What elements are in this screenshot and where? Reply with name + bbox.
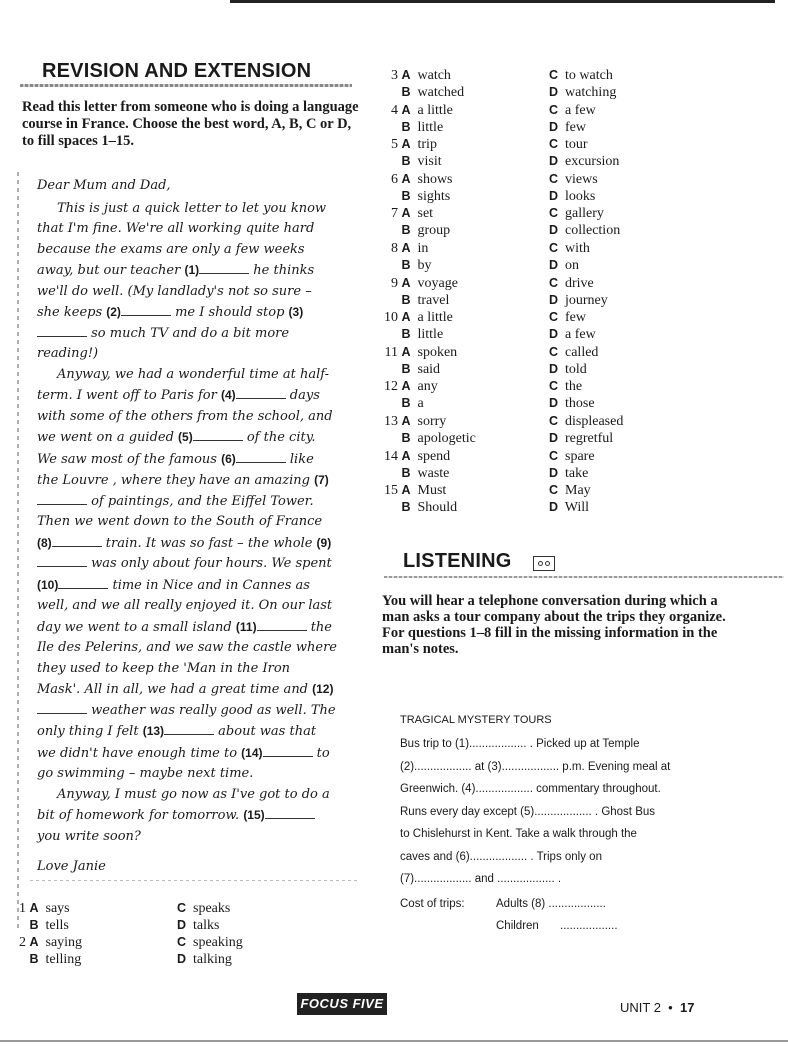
listening-title: LISTENING	[403, 550, 512, 572]
revision-intro: Read this letter from someone who is doing a language course in France. Choose the best word, A, B, C or D, to fill spaces 1–15.	[22, 99, 359, 149]
focus-five-logo: FOCUS FIVE	[297, 993, 387, 1015]
notes-title: TRAGICAL MYSTERY TOURS	[400, 714, 552, 726]
cost-label: Cost of trips:	[400, 898, 465, 910]
option-row: 8 A in C with B by D on	[391, 241, 590, 273]
notes-line: Bus trip to (1).................. . Picked up at Temple	[400, 738, 640, 750]
option-row: 10 A a little C few B little D a few	[384, 310, 596, 343]
notes-line: Greenwich. (4).................. commentary throughout.	[400, 783, 661, 795]
option-row: 13 A sorry C displeased B apologetic D regretful	[384, 414, 624, 446]
children-blank: ..................	[560, 920, 618, 932]
option-row: 2 A saying C speaking B telling D talking	[19, 935, 243, 967]
letter-signoff: Love Janie	[37, 859, 106, 874]
revision-title: REVISION AND EXTENSION	[42, 60, 312, 82]
option-row: 14 A spend C spare B waste D take	[384, 448, 595, 481]
bottom-edge	[0, 1040, 788, 1042]
notes-line: to Chislehurst in Kent. Take a walk through the	[400, 828, 637, 840]
listening-intro: You will hear a telephone conversation during which a man asks a tour company about the trips they organize. For questions 1–8 fill in the missing information in the man's notes.	[382, 593, 726, 657]
option-row: 5 A trip C tour B visit D excursion	[391, 137, 620, 170]
notes-line: caves and (6).................. . Trips only on	[400, 850, 602, 863]
option-row: 9 A voyage C drive B travel D journey	[391, 275, 608, 308]
option-row: 11 A spoken C called B said D told	[384, 344, 599, 377]
cassette-icon	[533, 556, 555, 571]
children-label: Children	[496, 920, 539, 932]
option-row: 3 A watch C to watch B watched D watching	[391, 68, 617, 100]
letter-paragraph-1: This is just a quick letter to let you know that I'm fine. We're all working quite hard because the exams are only a few weeks away, but our teacher (1) he thinks we'll do well. (My landlady's not so sure – she keeps (2) me I should stop (3) so much TV and do a bit more reading!)	[37, 200, 327, 361]
letter-margin	[17, 172, 19, 932]
notes-line: Runs every day except (5).................. . Ghost Bus	[400, 805, 656, 818]
letter-paragraph-2: Anyway, we had a wonderful time at half-term. I went off to Paris for (4) days with some of the others from the school, and we went on a guided (5) of the city. We saw most of the famous (6) like the Louvre , where they have an amazing (7) of paintings, and the Eiffel Tower. Then we went down to the South of France (8) train. It was so fast – the whole (9) was only about four hours. We spent (10) time in Nice and in Cannes as well, and we all really enjoyed it. On our last day we went to a small island (11) the Ile des Pelerins, and we saw the castle where they used to keep the 'Man in the Iron Mask'. All in all, we had a great time and (12) weather was really good as well. The only thing I felt (13) about was that we didn't have enough time to (14) to go swimming – maybe next time.	[37, 366, 337, 781]
option-row: 12 A any C the B a D those	[384, 379, 595, 412]
option-row: 4 A a little C a few B little D few	[391, 102, 596, 135]
letter-greeting: Dear Mum and Dad,	[37, 178, 171, 193]
option-row: 7 A set C gallery B group D collection	[391, 206, 621, 239]
listening-underline	[384, 576, 784, 578]
notes-line: (2).................. at (3).................. p.m. Evening meal at	[400, 760, 671, 773]
letter-paragraph-3: Anyway, I must go now as I've got to do a bit of homework for tomorrow. (15) you write soon?	[37, 786, 330, 844]
option-row: 1 A says C speaks B tells D talks	[19, 901, 231, 933]
page-footer: UNIT 2 • 17	[620, 1000, 695, 1015]
revision-underline	[20, 84, 352, 87]
divider	[30, 880, 360, 881]
option-row: 15 A Must C May B Should D Will	[384, 483, 591, 516]
letter	[37, 176, 337, 878]
adults-line: Adults (8) ..................	[496, 898, 606, 910]
notes-line: (7).................. and .................. .	[400, 873, 562, 885]
top-rule	[230, 0, 775, 3]
option-row: 6 A shows C views B sights D looks	[391, 171, 598, 204]
